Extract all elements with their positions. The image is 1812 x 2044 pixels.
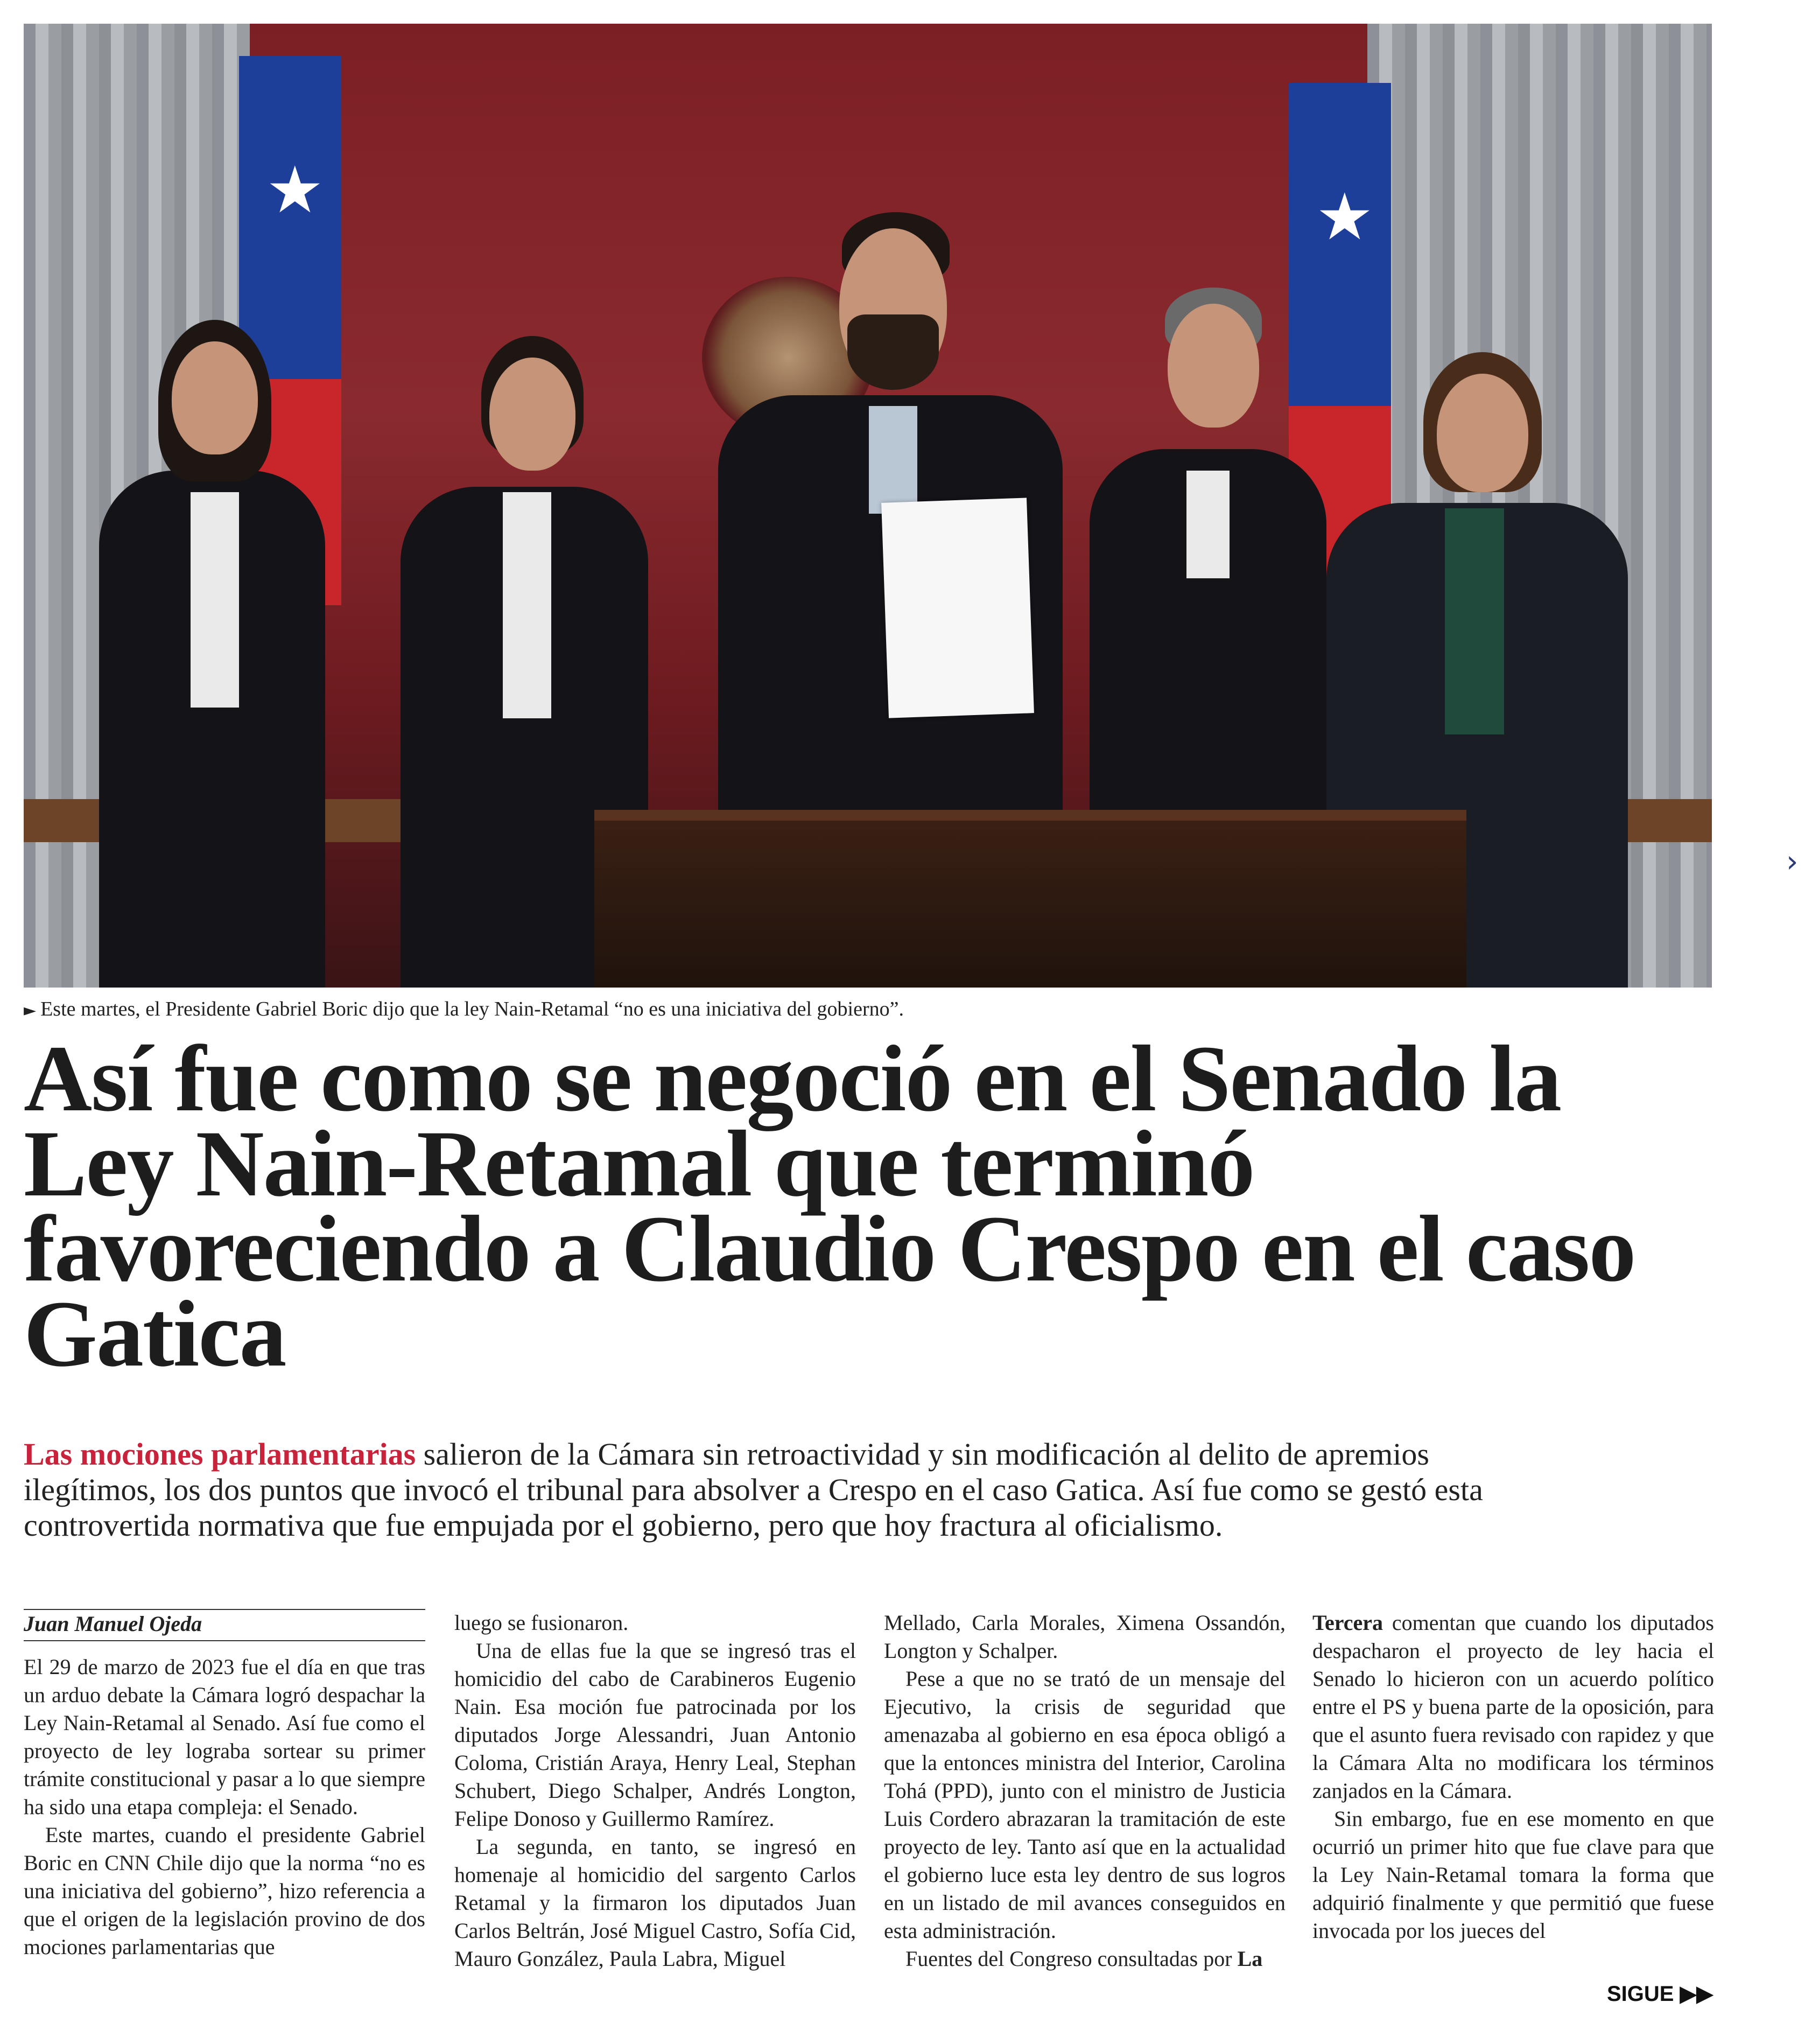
paragraph-bold: La <box>1237 1947 1263 1971</box>
article-column-1 <box>24 1609 425 1961</box>
paragraph <box>1312 1609 1714 1805</box>
article-column-3 <box>884 1609 1286 1973</box>
paragraph-text: Fuentes del Congreso consultadas por <box>905 1947 1238 1971</box>
next-page-chevron-icon[interactable]: › <box>1786 844 1799 879</box>
paragraph-bold: Tercera <box>1312 1611 1383 1635</box>
article-headline: Así fue como se negoció en el Senado la Ley Nain-Retamal que terminó favoreciendo a Claudio Crespo en el caso Gatica <box>24 1026 1635 1387</box>
paragraph: La segunda, en tanto, se ingresó en homenaje al homicidio del sargento Carlos Retamal y la firmaron los diputados Juan Carlos Beltrán, José Miguel Castro, Sofía Cid, Mauro González, Paula Labra, Miguel <box>454 1835 856 1971</box>
photo-caption <box>24 997 904 1021</box>
chile-flag-right: ★ <box>1289 83 1391 632</box>
article-photo <box>24 24 1712 988</box>
person-1 <box>99 320 325 988</box>
paragraph-text: comentan que cuando los diputados despacharon el proyecto de ley hacia el Senado lo hicieron con un acuerdo político entre el PS y buena parte de la oposición, para que el asunto fuera revisado con rapidez y que la Cámara Alta no modificara los términos zanjados en la Cámara. <box>1312 1611 1714 1803</box>
caption-text: Este martes, el Presidente Gabriel Boric dijo que la ley Nain-Retamal “no es una iniciativa del gobierno”. <box>40 998 904 1020</box>
paragraph: Pese a que no se trató de un mensaje del Ejecutivo, la crisis de seguridad que amenazaba al gobierno en esa época obligó a que la entonces ministra del Interior, Carolina Tohá (PPD), junto con el ministro de Justicia Luis Cordero abrazaran la tramitación de este proyecto de ley. Tanto así que en la actualidad el gobierno luce esta ley dentro de sus logros en un listado de mil avances conseguidos en esta administración. <box>884 1667 1286 1943</box>
paragraph: luego se fusionaron. <box>454 1611 629 1635</box>
paragraph: Sin embargo, fue en ese momento en que ocurrió un primer hito que fue clave para que la Ley Nain-Retamal tomara la forma que adquirió finalmente y que permitió que fuese invocada por los jueces del <box>1312 1807 1714 1943</box>
signing-table <box>594 810 1466 988</box>
paragraph <box>884 1945 1286 1973</box>
chile-flag-left: ★ <box>239 56 341 605</box>
paragraph: Una de ellas fue la que se ingresó tras el homicidio del cabo de Carabineros Eugenio Nain. Esa moción fue patrocinada por los diputados Jorge Alessandri, Juan Antonio Coloma, Cristián Araya, Henry Leal, Stephan Schubert, Diego Schalper, Andrés Longton, Felipe Donoso y Guillermo Ramírez. <box>454 1639 856 1831</box>
lead-text: salieron de la Cámara sin retroactividad y sin modificación al delito de apremios ilegítimos, los dos puntos que invocó el tribunal para absolver a Crespo en el caso Gatica. Así fue como se gestó esta controvertida normativa que fue empujada por el gobierno, pero que hoy fractura al oficialismo. <box>24 1437 1483 1543</box>
article-lead <box>24 1437 1531 1543</box>
paragraph: Mellado, Carla Morales, Ximena Ossandón, Longton y Schalper. <box>884 1611 1286 1663</box>
article-column-2 <box>454 1609 856 1973</box>
author-byline: Juan Manuel Ojeda <box>24 1609 425 1641</box>
continue-label[interactable]: SIGUE ▶▶ <box>1607 1982 1713 2006</box>
caption-arrow-icon: ► <box>24 1001 37 1020</box>
paragraph: Este martes, cuando el presidente Gabriel Boric en CNN Chile dijo que la norma “no es una iniciativa del gobierno”, hizo referencia a que el origen de la legislación provino de dos mociones parlamentarias que <box>24 1823 425 1959</box>
signed-document <box>881 498 1034 718</box>
paragraph: El 29 de marzo de 2023 fue el día en que tras un arduo debate la Cámara logró despachar la Ley Nain-Retamal al Senado. Así fue como el proyecto de ley lograba sortear su primer trámite constitucional y pasar a lo que siempre ha sido una etapa compleja: el Senado. <box>24 1655 425 1819</box>
lead-highlight: Las mociones parlamentarias <box>24 1437 416 1472</box>
article-column-4 <box>1312 1609 1714 1945</box>
